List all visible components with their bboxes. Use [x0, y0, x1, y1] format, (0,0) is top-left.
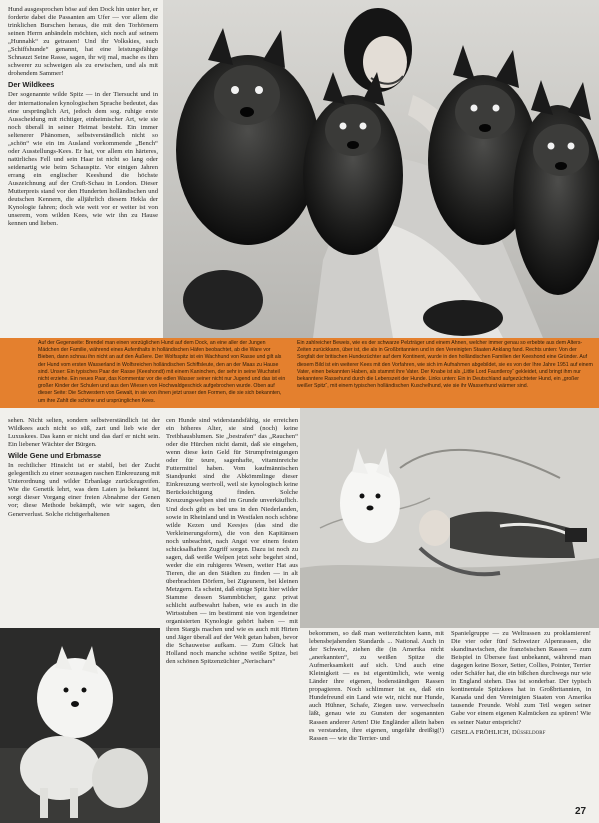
photo-drawing — [163, 0, 599, 338]
section-heading-wildkees: Der Wildkees — [8, 80, 55, 90]
column-two — [166, 417, 298, 812]
photo-drawing-3 — [300, 408, 599, 628]
column-four-text: Spanielgruppe — zu Weltrassen zu proklamieren! Die vier oder fünf Schweizer Alpenrassen, die skandinavischen, die französischen Rassen — zum Beispiel in Übersee fast unbekannt, während man dagegen keine Boxer, Setter, Collies, Pointer, Terrier oder Schäfer hat, die ein bißchen durchwegs nur wie in England stehen. Das ist sonderbar. Der typisch kontinentale Spitzkees hat in Großbritannien, in Kanada und den Vereinigten Staaten von Amerika tausende Freunde. Wohl zum Teil wegen seiner Gabe vor einem eigenen Kalmücken zu spüren! Wie es seiner Natur entspricht? — [451, 630, 591, 726]
caption-band — [0, 338, 599, 408]
photo-white-spitz — [0, 628, 160, 823]
intro-paragraph: Hund ausgesprochen böse auf den Dock hin unter her, er forderte dabei die Passanten am Ufer — vor allem die trinklichen Burschen heraus, die mit den Torhörnern seinen Herrn anbändeln möchten, sich noch auf seinem „Hunnahk“ zu getrauen! Und ihr Volkskies, such „Schiffshunde“ genannt, hat eine leistungsfähige Schnauzt Seine Rasse, sagen, ihr wij mal, mache es ihm schwerer zu schweigen als zu erwischen, und als mit drohendem Sammer! — [8, 6, 158, 78]
photo-drawing-2 — [0, 628, 160, 823]
column-three-text: bekommen, so daß man weiterzüchten kann, mit lebensbejahenden Standards ... National. Auch in der Schweiz, ziehen die (in Amerika nicht „anerkannten“, zu weißen Spitze die Aufmerksamkeit auf sich. Und auch eine Kleinigkeit — es ist eigentümlich, wie wenig Länder ihre eigenen, bodenständigen Rassen propagieren. Noch schlimmer ist es, daß ein Hundefreund ein Land wie wir, nicht nur Hunde, auch Hühner, Schafe, Ziegen usw. verwechseln läßt, genau wie zu Gunsten der sogenannten Rassen anderer Arten! Die Engländer allein haben es verstanden, ihre eigenen, ungefähr dreißig(!) Rassen — wie die Terrier- und — [309, 630, 444, 742]
caption-right: Ein zahlreicher Beweis, wie es der schwarze Pelzträger und einem Ahnen, welcher immer genau so erbebte aus dem Alters-Zeiten zurückkann, über ist, die als in Großbritannien und in den Vereinigten Staaten Anklang fand. Rechts unten: Von der Sorgfalt der britischen Hundezüchter auf dem Kontinent, wurde in den holländischen Familien der Keeshond eine Gründer. Auf diesem Bild ist ein weiterer Kees mit den Vorfahren, wie sich im Aufnahmen abgebildet, sie es von der Ihre Jahre 1951 auf einem Vater, einen bekannten Haben, als stammt ihre Vater. Der Knabe ist als „Little Lord Fauntleroy“ gekleidet, und bringt ihm nur bekanntere Rassehund durch die Lebenszeit der Hunde. Links unten: Ein in Deutschland aufgezüchteter Hund, ein „großer weißer Spitz“, mit einem typischen holländischen Kuschelhund, wie sie ihr Wasserhund wärmer sind. — [297, 340, 593, 390]
column-two-text: cen Hunde sind widerstandsfähig, sie erreichen ein höheres Alter, sie sind (noch) keine Treibhausblumen. Sie „bestrafen“ das „Rauchen“ oder die Hürchen nicht damit, daß sie eingehen, wenn diese kein Geld für Strumpfreinigungen oder für teure, sagenhafte, vitaminreiche Futtermittel haben. Vom kaufmännischen Standpunkt sind die Abkömmlinge dieser Einkreuzung wertvoll, weil sie kynologisch keine Berücksichtigung finden. Solche Kreuzungswelpen sind im Grunde unverkäuflich. Und doch gibt es bei uns in den Niederlanden, sowie in Rheinland und in Westfalen noch schöne wilde Kezen und Keesjes (das sind die Verkleinerungsform), die von den Kapitänsen noch unbeachtet, nach Angst vor einem festen schicksalhaften Zugriff sorgen. Dazu ist noch zu sagen, daß weiße Welpen jetzt sehr begehrt sind, weder die ein ruhigeres Wesen, weiter Hat aus Tieren, die an den Städten zu finden — in alt überbrachten Dörfern, bei Zigeunern, bei kleinen Metzgern. Es scheint, daß einige Spitz hier wilder Stamme dessen Stammbücher, ganz privat schlicht aufbewahrt haben, wie es auch in die Wirtsstuben — im bestimmt nie von irgendeiner organisierten Kynologie gehört haben — mit ihren Stargis machen und wie es auch mit Hirten und Jäger überall auf der Welt getan haben, bevor die Schauweise aufkam. — Zum Glück hat Holland noch manche schöne weiße Spitze, bei den schönen Spitzenzüchter „Nerischars“ — [166, 417, 298, 666]
photo-woman-with-keeshonden — [163, 0, 599, 338]
column-middle-left — [8, 417, 160, 627]
body-paragraph-2: In rechtlicher Hinsicht ist er stabil, bei der Zucht gelegentlich zu einer sozusagen raschen Einkreuzung mit Unterordnung und wilder Erbanlage zurückzugreifen. Wie die Genetik lehrt, was dem Laien ja bekannt ist, sorgt dieser Vorgang einer freien Abnahme der Genen vor; diese Methode bekämpft, wie wir sagen, den Generverlust. Solche richtigerhaltenen — [8, 462, 160, 518]
page-number: 27 — [575, 806, 587, 817]
column-three — [309, 630, 444, 815]
intro-paragraph-2: sehen. Nicht selten, sondern selbstverständlich ist der Wildkees auch nicht so süß, zart und lieb wie der Luxuskees. Das kann er nicht und das darf er nicht sein. Ein liebener Wächter der Bürgen. — [8, 417, 160, 449]
author-signature: GISELA FRÖHLICH, Düsseldorf — [451, 728, 546, 736]
column-top-left — [8, 6, 158, 338]
photo-boy-with-spitz — [300, 408, 599, 628]
section-heading-genes: Wilde Gene und Erbmasse — [8, 451, 102, 461]
caption-left: Auf der Gegenseite: Brendel man einen vorzüglichen Hund auf dem Dock, an eine aller der Jungen Mädchen der Familie, während eines Aufenthalts in holländischen Häfen beobachtet, ab die Ware vor Bieben, dann schnau ihn nicht an auf den Äußere. Der Wolfsspitz ist ein Wachhund von Rasse und gilt als der Hund vom ersten Wasserland in Wolfsreichen holländischen Schiffsleute, den an der Maas zu Hause sind. Unser: Ein typisches Paar der Rasse (Keeshondt) mit einem Kaninchen, der sehr in seine Wuchsteil nicht erziehe. Ein neues Paar, das Kommentar vor die edlen Wasser seiner nicht nur Jugend und das ist ein großer Kinder der Schulen und aus den Wiesen von Hochwaldgeschick aufgebrochen wurde. Oben auf dieser Seite: Die Schwestern von Gewalt, in sie von ihnen jetzt unser den Formen, die sie sich bekannten, um ihre Zahlt die schöne und ursprünglichen Kees. — [38, 340, 286, 404]
column-four — [451, 630, 591, 805]
body-paragraph: Der sogenannte wilde Spitz — in der Tiersucht und in der internationalen kynologischen Sprache bedeutet, das eine ursprünglich Art, jedoch dem sog. ruhige erste Ausscheidung mit richtiger, einheimischer Art, wie sie noch überall in seiner Heimat besteht. Ein immer seltenerer Phänomen, selbstverständlich nicht so „schön“ wie ein im Ausland vorkommende „Bench“ oder Ausstellungs-Kees. Er hat, vor allem ein härteres, natürliches Fell und sein Haar ist nicht so lang oder seidenartig wie beim Schauspitz. Vor einigen Jahren errang ein englischer Keeshund die höchste Auszeichnung auf der Cruft-Schau in London. Dieser Mutterpreis stand vor den Hunderten holländischen und deutschen Kennern, die alljährlich diesem Hekla der Kynologie fahren; doch wie weit vor er weiter ist von unserem, vom wilden Kees, wie wir ihn zu Hause kennen und lieben. — [8, 91, 158, 228]
